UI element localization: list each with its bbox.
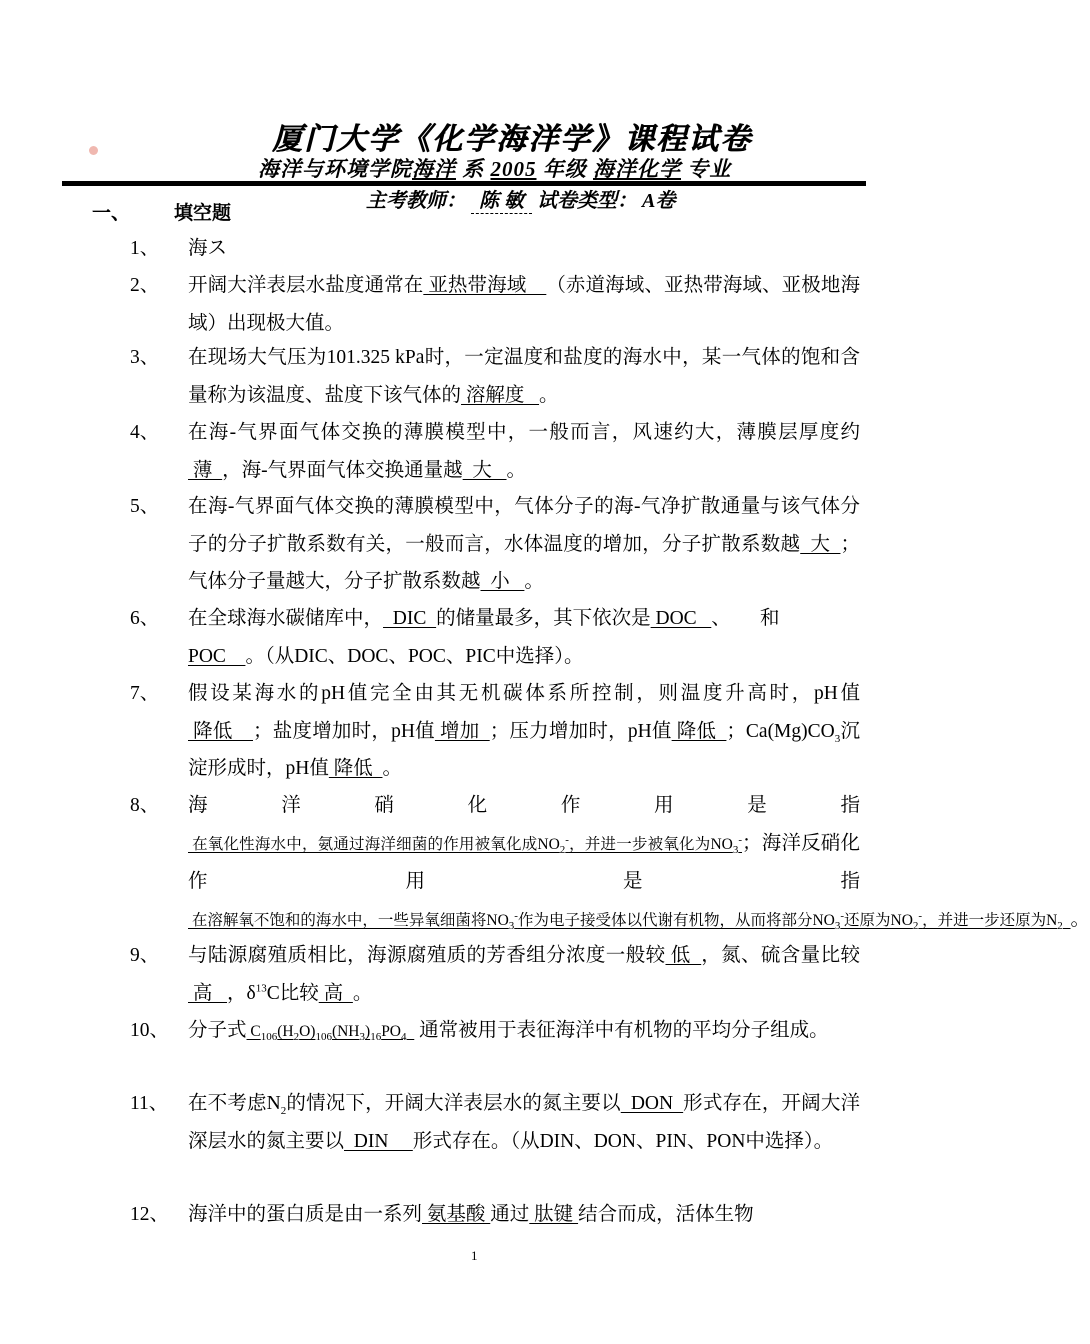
answer-blank: 小	[480, 571, 525, 592]
answer-blank: 降低	[328, 758, 383, 779]
answer-blank: DIC	[383, 608, 437, 629]
question-10: 10、 分子式 $C_{106}(H_2O)_{106}(NH_3)_{16}PO_4$ 通常被用于表征海洋中有机物的平均分子组成。	[130, 1020, 829, 1044]
subtitle: 海洋与环境学院海洋 系 2005 年级 海洋化学 专业	[258, 157, 732, 181]
question-12: 12、 海洋中的蛋白质是由一系列 氨基酸 通过 肽键 结合而成，活体生物	[130, 1204, 754, 1225]
page-title: 厦门大学《化学海洋学》课程试卷	[272, 123, 752, 156]
question-9: 9、 与陆源腐殖质相比，海源腐殖质的芳香组分浓度一般较 低 ，氮、硫含量比较 高 ，$\delta^{13}C$比较 高 。	[130, 945, 860, 1004]
school-name: 海洋与环境学院	[258, 157, 412, 181]
section-heading: 一、 填空题	[92, 202, 232, 224]
page-number: 1	[471, 1248, 478, 1263]
question-1: 1、 海ス	[130, 238, 228, 259]
department: 海洋	[412, 157, 456, 181]
answer-blank: DIN	[344, 1130, 413, 1152]
answer-blank: DOC	[650, 608, 712, 629]
question-4: 4、 在海-气界面气体交换的薄膜模型中，一般而言，风速约大，薄膜层厚度约 薄 ，海-气界面气体交换通量越 大 。	[130, 422, 860, 481]
question-6: 6、 在全球海水碳储库中， DIC 的储量最多，其下依次是 DOC 、 和 POC 。（从DIC、DOC、POC、PIC中选择）。	[130, 608, 780, 667]
major: 海洋化学	[593, 157, 681, 181]
answer-blank: 亚热带海域	[423, 275, 547, 296]
answer-blank: 高	[188, 982, 228, 1004]
paper-type: A卷	[642, 190, 676, 212]
answer-blank: 降低	[188, 720, 253, 742]
answer-blank: POC	[188, 645, 246, 667]
answer-blank: 增加	[434, 720, 490, 742]
answer-blank: 低	[665, 945, 702, 966]
answer-blank: 在溶解氧不饱和的海水中，一些异氧细菌将$NO_3^-$作为电子接受体以代谢有机物，从而将部分$NO_3^-$还原为$NO_2^-$，并进一步还原为$N_2$	[188, 909, 1063, 932]
question-2: 2、 开阔大洋表层水盐度通常在 亚热带海域 （赤道海域、亚热带海域、亚极地海域）出现极大值。	[130, 275, 860, 334]
answer-blank: 降低	[671, 720, 727, 742]
question-8: 8、 海洋硝化作用是指 在氧化性海水中，氨通过海洋细菌的作用被氧化成$NO_2^-$，并进一步被氧化为$NO_3^-$；海洋反硝化作用是指 在溶解氧不饱和的海水中，一些异氧细菌将$NO_3^-$作为电子接受体以代谢有机物，从而将部分$NO_3^-$还原为$NO_2^-$，并进一步还原为$N_2$ 。	[130, 795, 1090, 932]
red-dot-mark	[89, 146, 98, 155]
answer-blank: 在氧化性海水中，氨通过海洋细菌的作用被氧化成$NO_2^-$，并进一步被氧化为$NO_3^-$	[188, 833, 742, 856]
answer-blank: 薄	[188, 459, 223, 481]
answer-blank: 大	[462, 459, 507, 481]
examiner-line: 主考教师： 陈 敏 试卷类型： A卷	[366, 184, 675, 214]
answer-blank: DON	[620, 1093, 684, 1114]
answer-blank: 溶解度	[461, 384, 540, 406]
examiner-name: 陈 敏	[471, 184, 532, 214]
answer-blank: 肽键	[529, 1204, 579, 1225]
year: 2005	[490, 157, 537, 181]
question-3: 3、 在现场大气压为101.325 kPa时，一定温度和盐度的海水中，某一气体的饱和含量称为该温度、盐度下该气体的 溶解度 。	[130, 347, 860, 406]
answer-blank: 大	[800, 533, 841, 555]
answer-blank: $C_{106}(H_2O)_{106}(NH_3)_{16}PO_4$	[246, 1023, 407, 1044]
question-11: 11、 在不考虑$N_2$的情况下，开阔大洋表层水的氮主要以 DON 形式存在，开阔大洋深层水的氮主要以 DIN 形式存在。（从DIN、DON、PIN、PON中选择）。	[130, 1093, 860, 1152]
answer-blank: 高	[318, 982, 353, 1004]
question-7: 7、 假设某海水的pH值完全由其无机碳体系所控制，则温度升高时，pH值 降低 ；盐度增加时，pH值 增加 ；压力增加时，pH值 降低 ；$Ca(Mg)CO_3$沉淀形成时，pH值 降低 。	[130, 683, 860, 779]
answer-blank: 氨基酸	[422, 1204, 491, 1225]
question-5: 5、 在海-气界面气体交换的薄膜模型中，气体分子的海-气净扩散通量与该气体分子的分子扩散系数有关，一般而言，水体温度的增加，分子扩散系数越 大 ；气体分子量越大，分子扩散系数越 小 。	[130, 496, 860, 592]
